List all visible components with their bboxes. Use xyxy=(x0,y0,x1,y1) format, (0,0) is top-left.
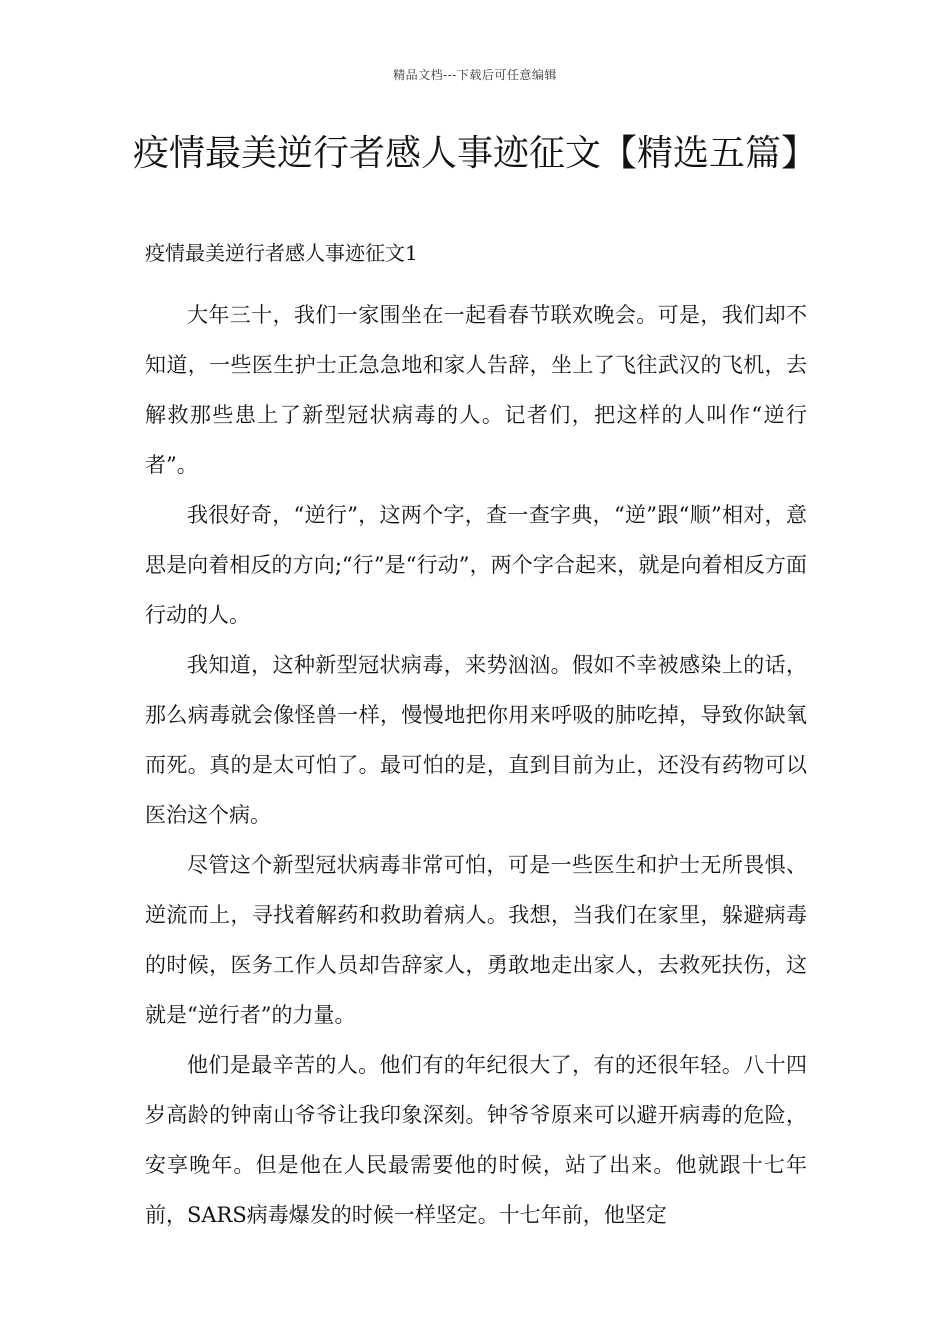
paragraph: 我知道，这种新型冠状病毒，来势汹汹。假如不幸被感染上的话，那么病毒就会像怪兽一样，慢慢地把你用来呼吸的肺吃掉，导致你缺氧而死。真的是太可怕了。最可怕的是，直到目前为止，还没有药物可以医治这个病。 xyxy=(145,653,807,827)
paragraph: 我很好奇，“逆行”，这两个字，查一查字典，“逆”跟“顺”相对，意思是向着相反的方向;“行”是“行动”，两个字合起来，就是向着相反方面行动的人。 xyxy=(145,503,807,627)
document-title: 疫情最美逆行者感人事迹征文【精选五篇】 xyxy=(132,133,817,174)
header-note: 精品文档---下载后可任意编辑 xyxy=(393,68,557,82)
paragraph: 大年三十，我们一家围坐在一起看春节联欢晚会。可是，我们却不知道，一些医生护士正急急地和家人告辞，坐上了飞往武汉的飞机，去解救那些患上了新型冠状病毒的人。记者们，把这样的人叫作“逆行者”。 xyxy=(145,303,807,477)
document-body xyxy=(145,238,807,1240)
paragraph: 他们是最辛苦的人。他们有的年纪很大了，有的还很年轻。八十四岁高龄的钟南山爷爷让我印象深刻。钟爷爷原来可以避开病毒的危险，安享晚年。但是他在人民最需要他的时候，站了出来。他就跟十七年前，SARS病毒爆发的时候一样坚定。十七年前，他坚定 xyxy=(145,1053,807,1227)
section-subtitle: 疫情最美逆行者感人事迹征文1 xyxy=(145,241,418,265)
paragraph: 尽管这个新型冠状病毒非常可怕，可是一些医生和护士无所畏惧、逆流而上，寻找着解药和救助着病人。我想，当我们在家里，躲避病毒的时候，医务工作人员却告辞家人，勇敢地走出家人，去救死扶伤，这就是“逆行者”的力量。 xyxy=(145,853,807,1027)
